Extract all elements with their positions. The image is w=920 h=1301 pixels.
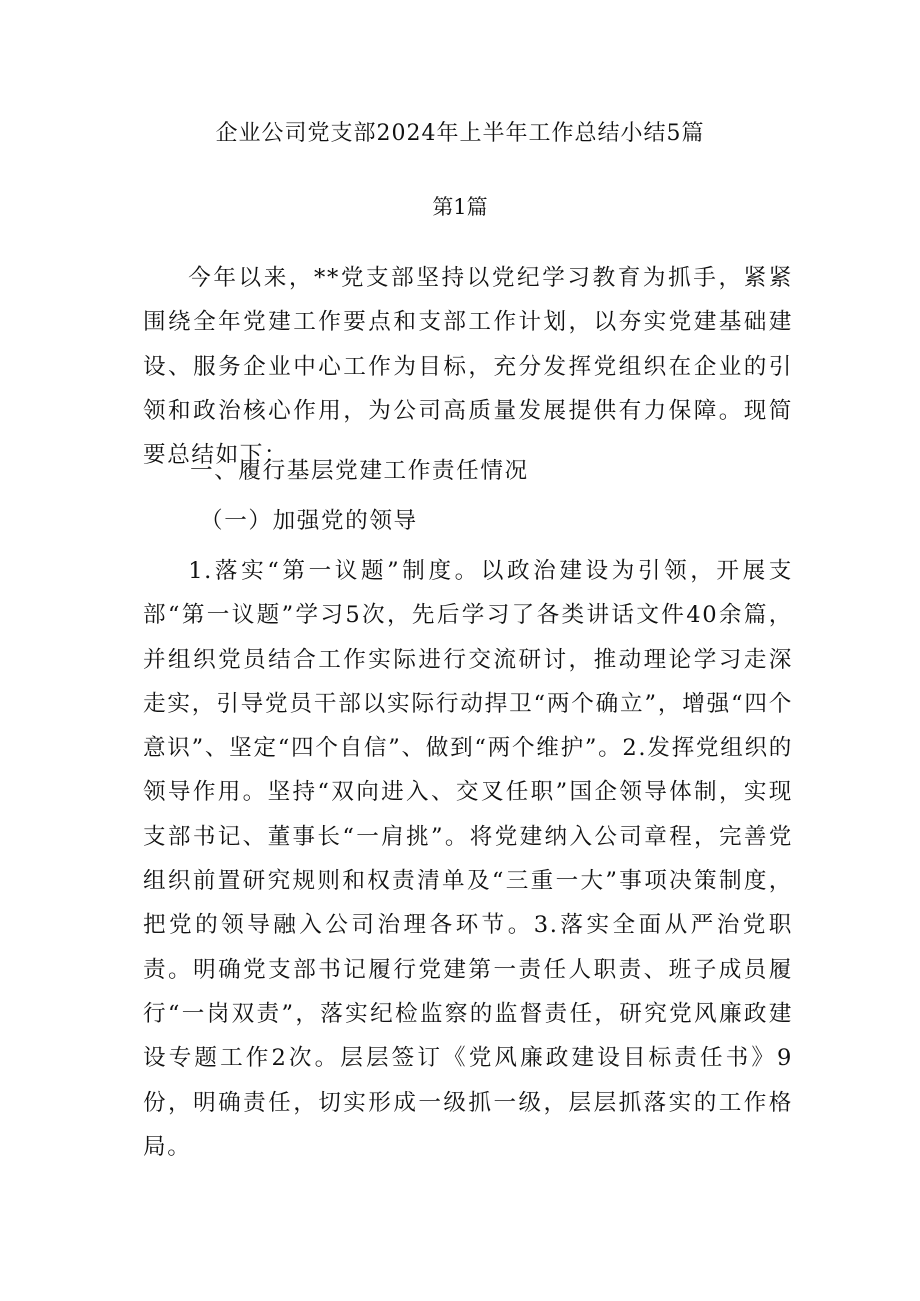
intro-paragraph: 今年以来，**党支部坚持以党纪学习教育为抓手，紧紧围绕全年党建工作要点和支部工作计划，以夯实党建基础建设、服务企业中心工作为目标，充分发挥党组织在企业的引领和政治核心作用，为公司高质量发展提供有力保障。现简要总结如下： [143,265,793,469]
document-title: 企业公司党支部2024年上半年工作总结小结5篇 [215,121,705,146]
body-paragraph: 1.落实“第一议题”制度。以政治建设为引领，开展支部“第一议题”学习5次，先后学习了各类讲话文件40余篇，并组织党员结合工作实际进行交流研讨，推动理论学习走深走实，引导党员干部以实际行动捍卫“两个确立”，增强“四个意识”、坚定“四个自信”、做到“两个维护”。2.发挥党组织的领导作用。坚持“双向进入、交叉任职”国企领导体制，实现支部书记、董事长“一肩挑”。将党建纳入公司章程，完善党组织前置研究规则和权责清单及“三重一大”事项决策制度，把党的领导融入公司治理各环节。3.落实全面从严治党职责。明确党支部书记履行党建第一责任人职责、班子成员履行“一岗双责”，落实纪检监察的监督责任，研究党风廉政建设专题工作2次。层层签订《党风廉政建设目标责任书》9份，明确责任，切实形成一级抓一级，层层抓落实的工作格局。 [143,558,793,1160]
subsection-heading: （一）加强党的领导 [200,508,418,534]
part-label: 第1篇 [432,195,488,219]
section-heading: 一、履行基层党建工作责任情况 [190,458,529,484]
